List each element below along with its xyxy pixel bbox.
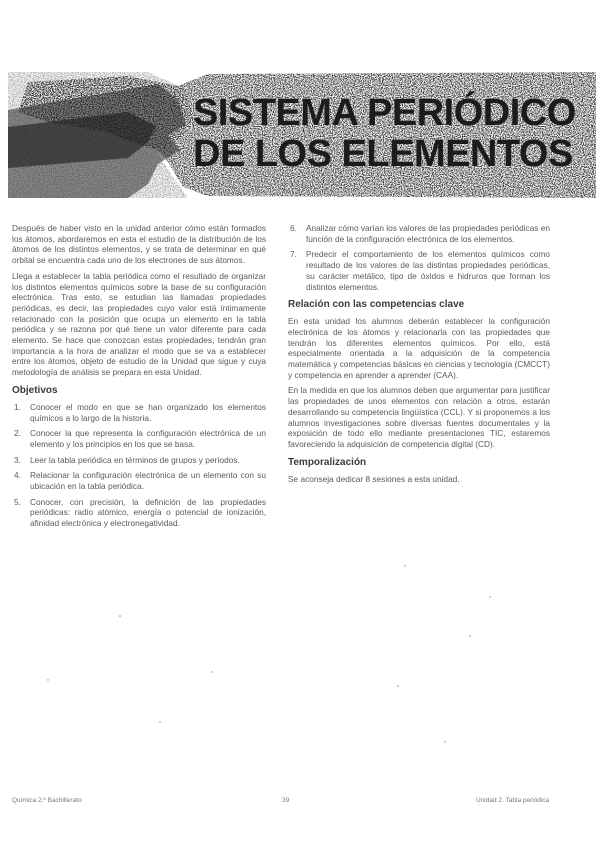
competences-paragraph-1: En esta unidad los alumnos deberán establecer la configuración electrónica de los átomos y relacionarla con las propiedades que tendrán los diferentes elementos químicos. Por ello, está especialmente orientada a la adquisición de la competencia matemática y competencias básicas en ciencias y tecnología (CMCCT) y competencia en aprender a aprender (CAA).: [288, 316, 550, 380]
objective-text: Leer la tabla periódica en términos de grupos y períodos.: [30, 454, 240, 465]
objective-number: 3.: [14, 454, 21, 465]
footer-right: Unidad 2. Tabla periódica: [476, 797, 550, 804]
page-number: 39: [282, 797, 290, 804]
objective-text: Analizar cómo varían los valores de las propiedades periódicas en función de la configuración electrónica de los elementos.: [306, 223, 550, 244]
objective-number: 6.: [290, 223, 297, 233]
objective-text: Conocer, con precisión, la definición de las propiedades periódicas: radio atómico, energía o potencial de ionización, afinidad electrónica y electronegatividad.: [30, 496, 266, 529]
objective-number: 2.: [14, 428, 21, 439]
title-line-2: DE LOS ELEMENTOS: [193, 133, 573, 175]
objective-text: Conocer el modo en que se han organizado los elementos químicos a lo largo de la historia.: [30, 401, 266, 423]
intro-paragraph-1: Después de haber visto en la unidad anterior cómo están formados los átomos, abordaremos en esta el estudio de la distribución de los átomos de los distintos elementos, y se trata de determinar en qué orbital se encuentra cada uno de los electrones de sus átomos.: [12, 223, 266, 266]
title-line-1: SISTEMA PERIÓDICO: [193, 92, 576, 134]
temporalization-heading: Temporalización: [288, 456, 367, 468]
objective-text: Predecir el comportamiento de los elementos químicos como resultado de los valores de las distintas propiedades periódicas, su carácter metálico, tipo de óxidos e hidruros que forman los distintos elementos.: [306, 249, 550, 292]
objective-text: Conocer la que representa la configuración electrónica de un elemento y los principios en los que se basa.: [30, 428, 266, 449]
objective-number: 1.: [14, 401, 21, 412]
objectives-heading: Objetivos: [12, 384, 58, 396]
competences-paragraph-2: En la medida en que los alumnos deben que argumentar para justificar las propiedades de unos elementos con relación a otros, estarán desarrollando su competencia lingüística (CCL). Y si proponemos a los alumnos investigaciones sobre diversas fuentes documentales y la exposición de todo ello mediante presentaciones TIC, estaremos favoreciendo la adquisición de competencia digital (CD).: [288, 385, 550, 449]
objective-number: 7.: [290, 249, 297, 260]
objective-number: 5.: [14, 496, 21, 507]
competences-heading: Relación con las competencias clave: [288, 299, 465, 311]
objective-text: Relacionar la configuración electrónica de un elemento con su ubicación en la tabla periódica.: [30, 470, 266, 492]
temporalization-text: Se aconseja dedicar 8 sesiones a esta unidad.: [288, 473, 460, 484]
footer-left: Química 2.º Bachillerato: [12, 797, 82, 804]
objective-number: 4.: [14, 470, 21, 481]
intro-paragraph-2: Llega a establecer la tabla periódica como el resultado de organizar los distintos elementos químicos sobre la base de su configuración electrónica. Tras esto, se estudian las llamadas propiedades periódicas, es decir, las propiedades cuyo valor está íntimamente relacionado con la posición que ocupa un elemento en la tabla periódica y se razona por qué tiene un valor diferente para cada elemento. Se hace que conozcan estas propiedades, tendrán gran importancia a la hora de analizar el modo que se va a establecer entre los átomos, objeto de estudio de la Unidad que sigue y cuya metodología de análisis se prepara en esta Unidad.: [12, 270, 266, 378]
